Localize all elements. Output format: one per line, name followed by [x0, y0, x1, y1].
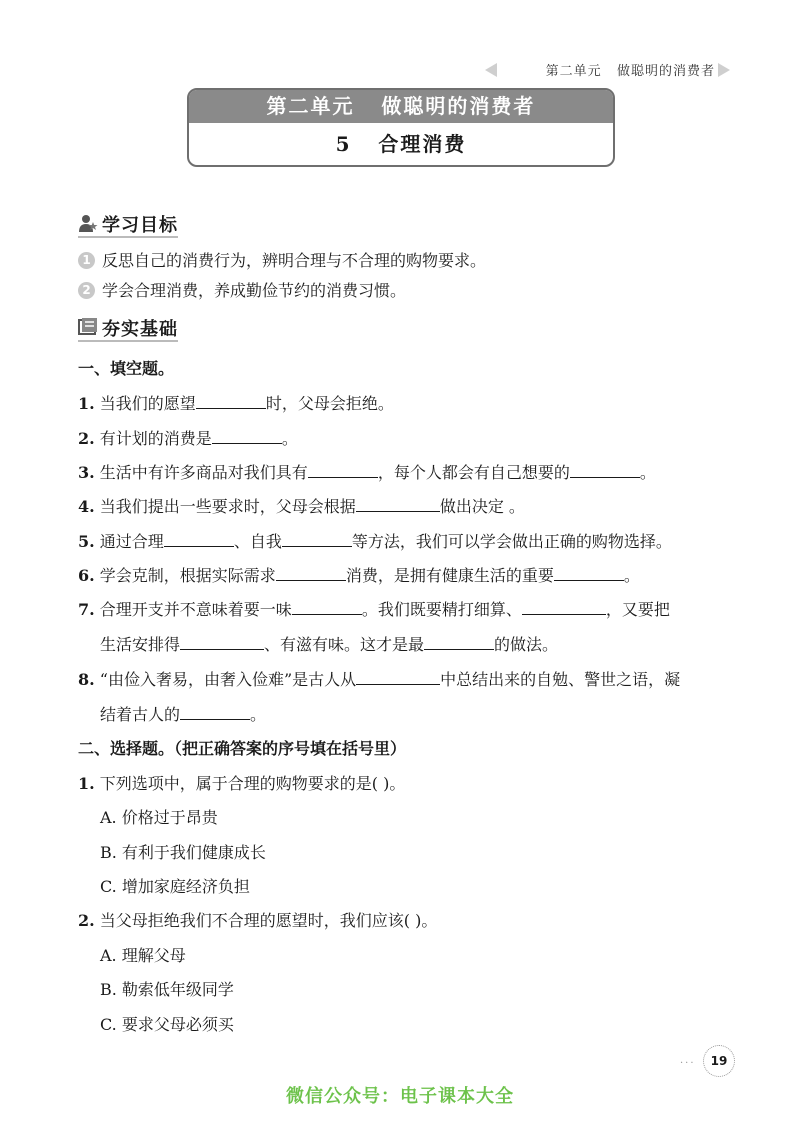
objective-number-badge: 1 [78, 252, 95, 269]
answer-blank[interactable] [356, 495, 440, 512]
lesson-title: 5 合理消费 [335, 132, 467, 156]
question-number: 2. [78, 911, 95, 930]
question-stem: 下列选项中，属于合理的购物要求的是( )。 [99, 774, 406, 793]
watermark-text: 微信公众号：电子课本大全 [286, 1086, 514, 1107]
answer-blank[interactable] [276, 564, 346, 581]
objectives-heading-underline [78, 236, 178, 238]
question-text: 等方法，我们可以学会做出正确的购物选择。 [351, 532, 672, 551]
question-number: 4. [78, 497, 95, 516]
question-text: 时，父母会拒绝。 [265, 394, 394, 413]
answer-blank[interactable] [212, 427, 282, 444]
fill-question-7-continued [100, 633, 558, 657]
running-header-text: 第二单元 做聪明的消费者 [545, 64, 715, 79]
question-text: 。我们既要精打细算、 [361, 600, 522, 619]
question-text: 当我们提出一些要求时，父母会根据 [99, 497, 356, 516]
learner-icon [78, 213, 98, 233]
question-number: 7. [78, 600, 95, 619]
header-right-triangle-decoration [718, 63, 730, 77]
question-text: 中总结出来的自勉、警世之语，凝 [440, 670, 681, 689]
question-text: 学会克制，根据实际需求 [99, 566, 276, 585]
fill-question-3 [78, 461, 656, 485]
choice-option[interactable]: B. 勒索低年级同学 [100, 980, 234, 999]
choice-option[interactable]: C. 要求父母必须买 [100, 1015, 234, 1034]
answer-blank[interactable] [282, 530, 352, 547]
choice-heading: 二、选择题。（把正确答案的序号填在括号里） [78, 739, 407, 758]
choice-option[interactable]: B. 有利于我们健康成长 [100, 843, 266, 862]
answer-blank[interactable] [570, 461, 640, 478]
basics-heading-underline [78, 340, 178, 342]
answer-blank[interactable] [424, 633, 494, 650]
answer-blank[interactable] [522, 598, 606, 615]
question-text: 。 [281, 429, 298, 448]
question-number: 1. [78, 774, 95, 793]
answer-blank[interactable] [356, 668, 440, 685]
question-text: 的做法。 [494, 635, 559, 654]
question-text: 生活安排得 [100, 635, 181, 654]
fill-question-4 [78, 495, 525, 519]
objectives-heading [78, 210, 218, 238]
choice-option[interactable]: A. 理解父母 [100, 946, 186, 965]
objective-text: 反思自己的消费行为，辨明合理与不合理的购物要求。 [102, 251, 487, 270]
fill-blank-heading: 一、填空题。 [78, 359, 175, 378]
choice-question-1 [78, 772, 405, 796]
answer-blank[interactable] [180, 633, 264, 650]
question-number: 1. [78, 394, 95, 413]
objective-number-badge: 2 [78, 282, 95, 299]
question-text: 做出决定 。 [439, 497, 525, 516]
header-left-triangle-decoration [485, 63, 497, 77]
question-number: 2. [78, 429, 95, 448]
question-text: 、自我 [233, 532, 282, 551]
choice-option[interactable]: C. 增加家庭经济负担 [100, 877, 250, 896]
page-number: 19 [703, 1045, 735, 1077]
question-number: 8. [78, 670, 95, 689]
answer-blank[interactable] [196, 392, 266, 409]
question-text: 合理开支并不意味着要一味 [99, 600, 292, 619]
question-text: 。 [639, 463, 656, 482]
lesson-title-box [187, 88, 615, 167]
question-number: 3. [78, 463, 95, 482]
basics-heading [78, 314, 218, 342]
unit-title: 第二单元 做聪明的消费者 [189, 90, 613, 123]
objective-text: 学会合理消费，养成勤俭节约的消费习惯。 [102, 281, 407, 300]
question-text: 通过合理 [99, 532, 164, 551]
fill-question-6 [78, 564, 640, 588]
question-text: 有计划的消费是 [99, 429, 212, 448]
answer-blank[interactable] [308, 461, 378, 478]
fill-question-2 [78, 427, 298, 451]
page-number-dots-decoration: ··· [680, 1058, 696, 1069]
question-text: 。 [623, 566, 640, 585]
answer-blank[interactable] [180, 703, 250, 720]
question-number: 5. [78, 532, 95, 551]
fill-question-7 [78, 598, 670, 622]
running-header [0, 56, 800, 82]
question-text: 、有滋有味。这才是最 [264, 635, 425, 654]
choice-option[interactable]: A. 价格过于昂贵 [100, 808, 218, 827]
question-stem: 当父母拒绝我们不合理的愿望时，我们应该( )。 [99, 911, 438, 930]
fill-question-5 [78, 530, 672, 554]
question-text: “由俭入奢易，由奢入俭难”是古人从 [99, 670, 357, 689]
answer-blank[interactable] [164, 530, 234, 547]
question-text: 当我们的愿望 [99, 394, 196, 413]
question-text: 结着古人的 [100, 705, 181, 724]
question-text: ，每个人都会有自己想要的 [377, 463, 570, 482]
question-number: 6. [78, 566, 95, 585]
fill-question-8-continued [100, 703, 266, 727]
book-icon [78, 317, 98, 337]
question-text: ，又要把 [605, 600, 670, 619]
basics-heading-label: 夯实基础 [102, 319, 178, 340]
objectives-heading-label: 学习目标 [102, 215, 178, 236]
answer-blank[interactable] [292, 598, 362, 615]
choice-question-2 [78, 909, 437, 933]
fill-question-1 [78, 392, 394, 416]
fill-question-8 [78, 668, 680, 692]
question-text: 消费，是拥有健康生活的重要 [345, 566, 554, 585]
question-text: 。 [250, 705, 267, 724]
answer-blank[interactable] [554, 564, 624, 581]
question-text: 生活中有许多商品对我们具有 [99, 463, 308, 482]
